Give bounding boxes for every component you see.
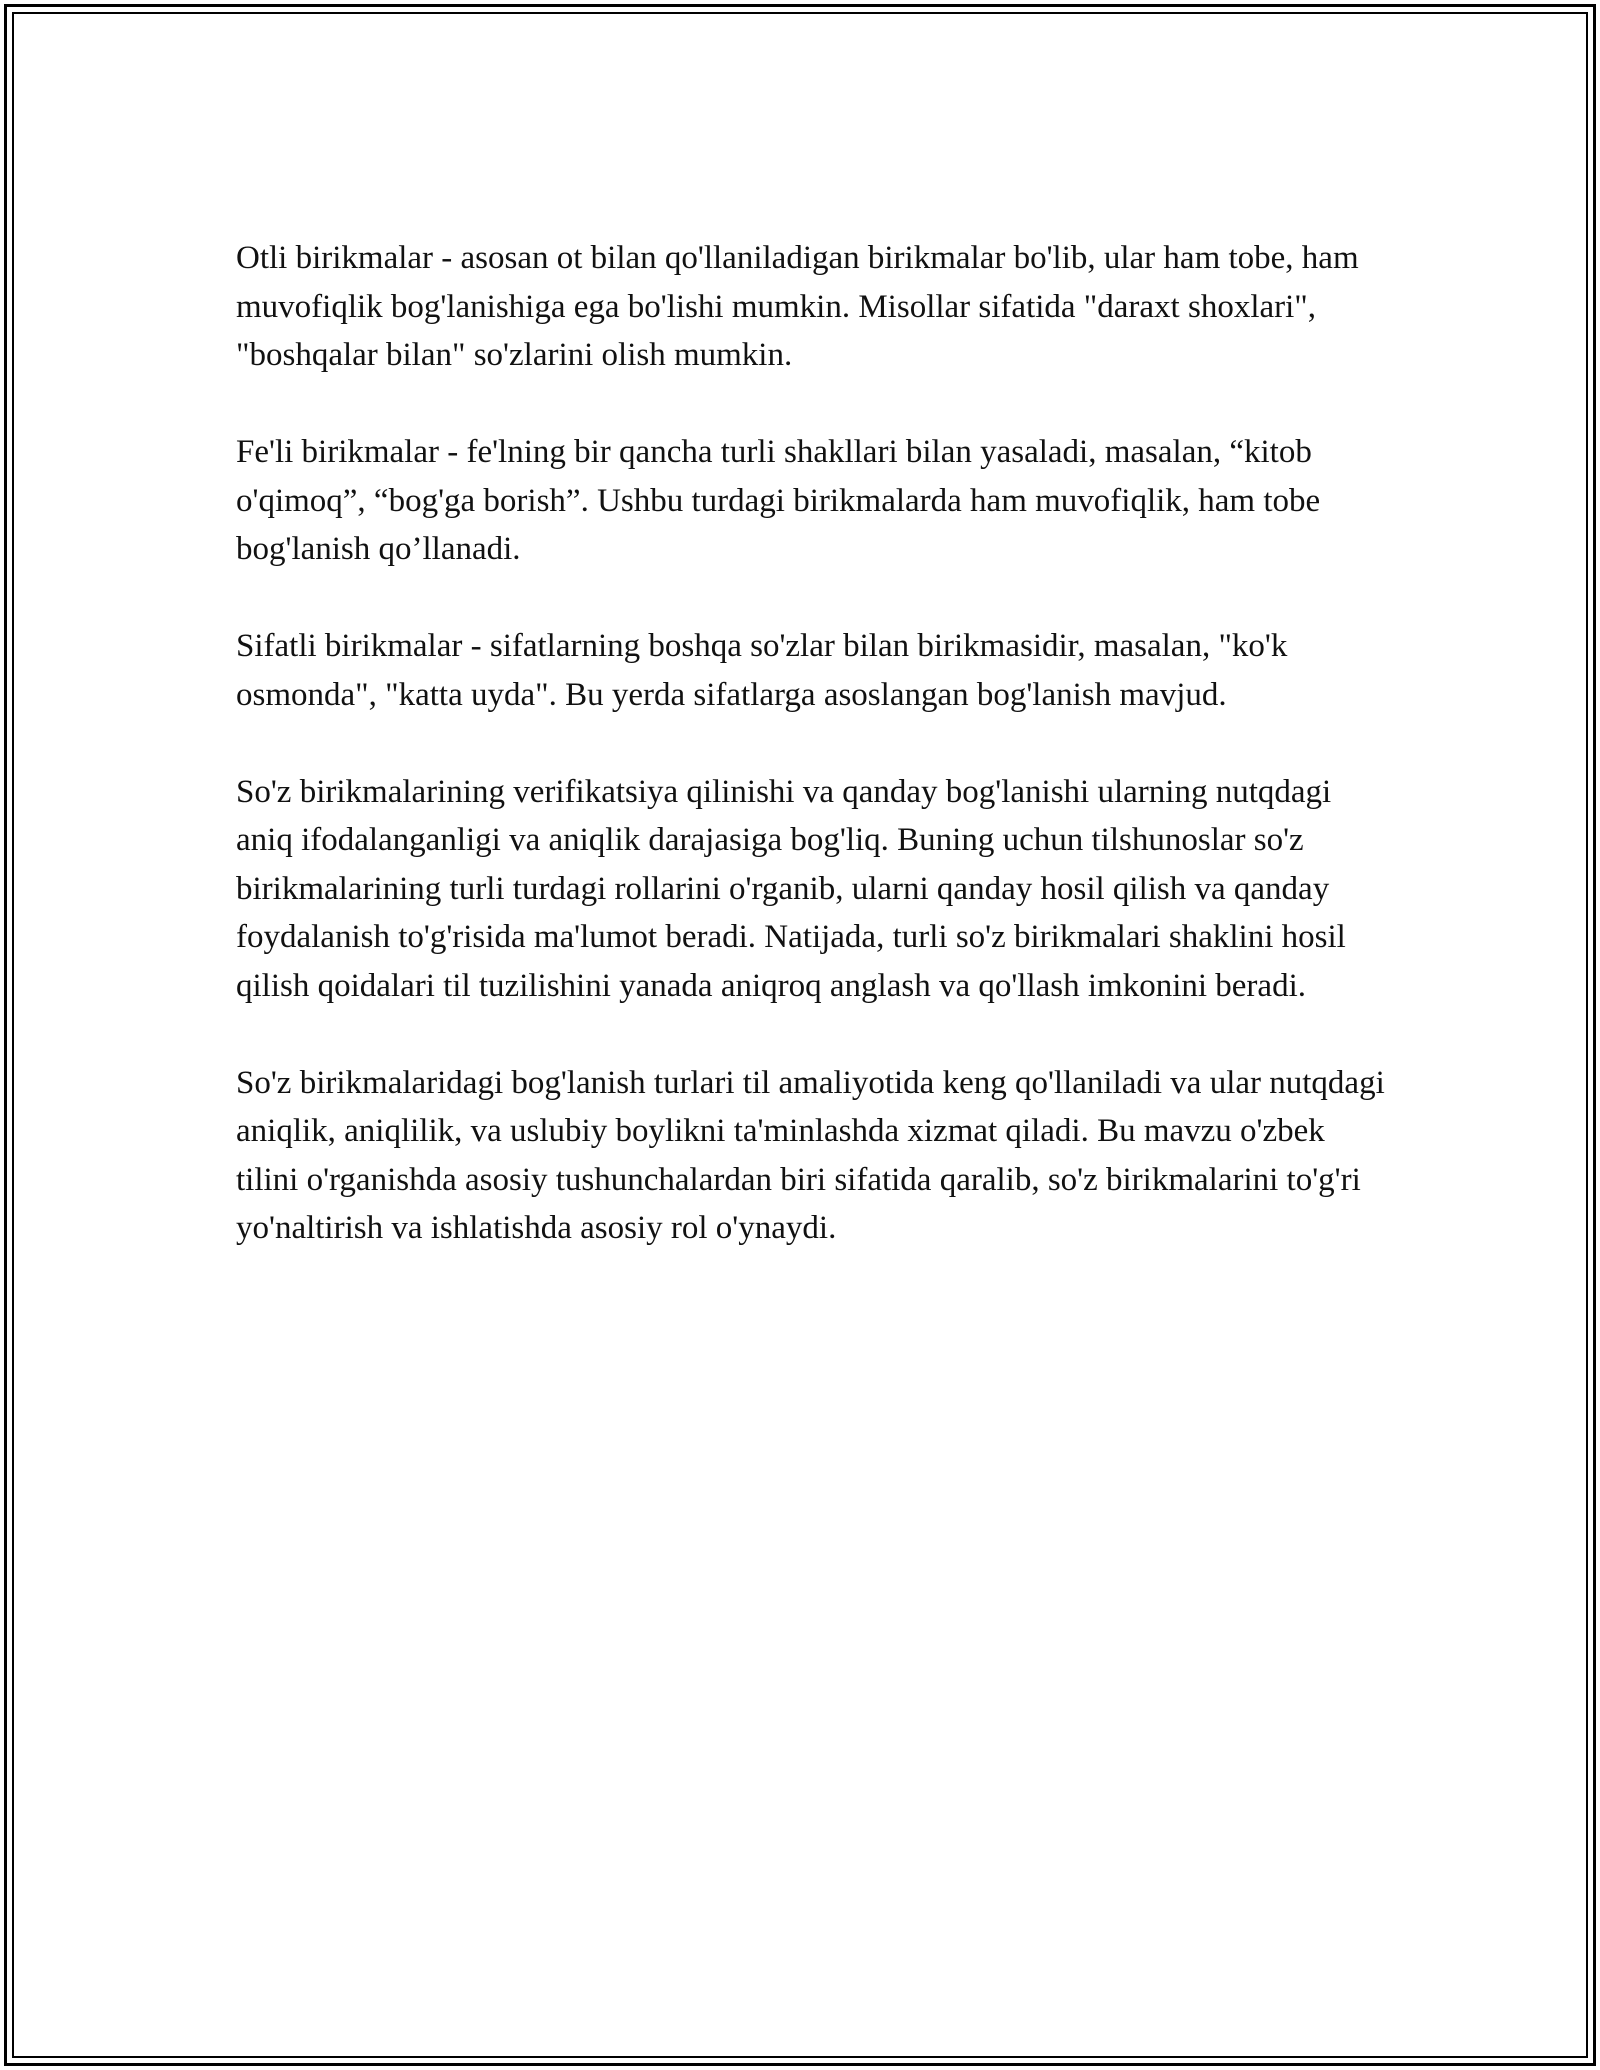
paragraph-verifikatsiya: So'z birikmalarining verifikatsiya qilinishi va qanday bog'lanishi ularning nutqdagi aniq ifodalanganligi va aniqlik darajasiga bog'liq. Buning uchun tilshunoslar so'z birikmalarining turli turdagi rollarini o'rganib, ularni qanday hosil qilish va qanday foydalanish to'g'risida ma'lumot beradi. Natijada, turli so'z birikmalari shaklini hosil qilish qoidalari til tuzilishini yanada aniqroq anglash va qo'llash imkonini beradi. xyxy=(236,773,1346,1004)
paragraph-sifatli-birikmalar: Sifatli birikmalar - sifatlarning boshqa so'zlar bilan birikmasidir, masalan, "ko'k osmonda", "katta uyda". Bu yerda sifatlarga asoslangan bog'lanish mavjud. xyxy=(236,628,1288,713)
paragraph-otli-birikmalar: Otli birikmalar - asosan ot bilan qo'llaniladigan birikmalar bo'lib, ular ham tobe, ham muvofiqlik bog'lanishiga ega bo'lishi mumkin. Misollar sifatida "daraxt shoxlari", "boshqalar bilan" so'zlarini olish mumkin. xyxy=(236,240,1359,373)
paragraph-boglanish-turlari: So'z birikmalaridagi bog'lanish turlari til amaliyotida keng qo'llaniladi va ular nutqdagi aniqlik, aniqlilik, va uslubiy boylikni ta'minlashda xizmat qiladi. Bu mavzu o'zbek tilini o'rganishda asosiy tushunchalardan biri sifatida qaralib, so'z birikmalarini to'g'ri yo'naltirish va ishlatishda asosiy rol o'ynaydi. xyxy=(236,1064,1385,1246)
document-body xyxy=(236,234,1386,1301)
paragraph-feli-birikmalar: Fe'li birikmalar - fe'lning bir qancha turli shakllari bilan yasaladi, masalan, “kitob o'qimoq”, “bog'ga borish”. Ushbu turdagi birikmalarda ham muvofiqlik, ham tobe bog'lanish qo’llanadi. xyxy=(236,434,1321,567)
